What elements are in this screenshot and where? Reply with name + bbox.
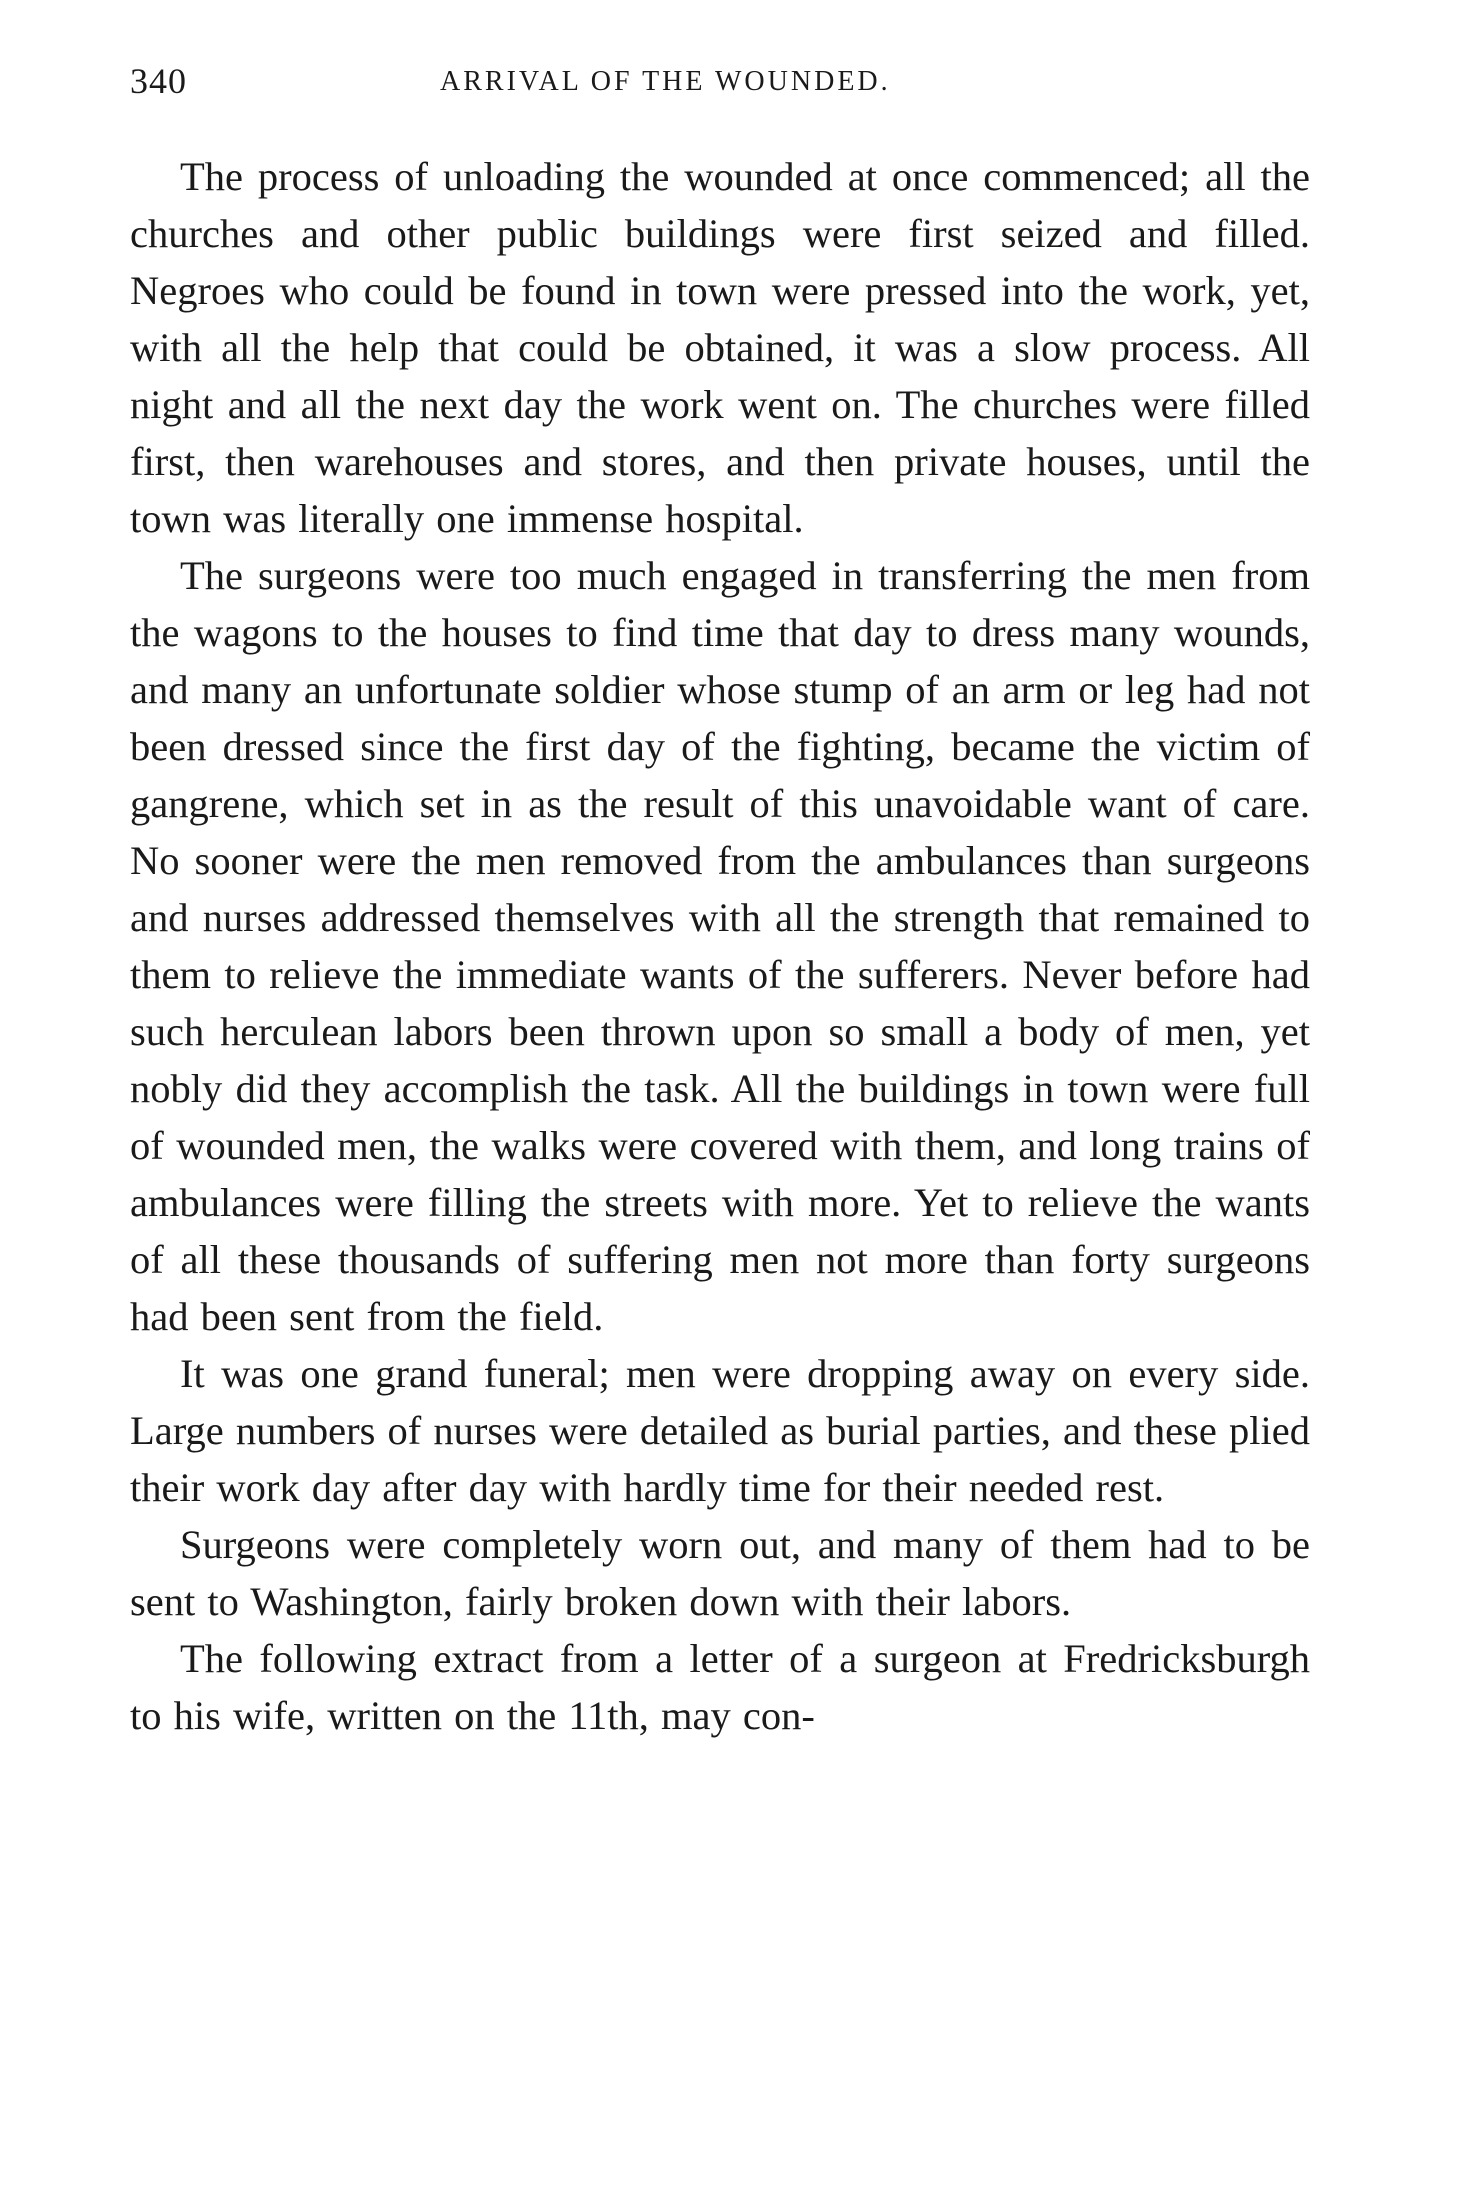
chapter-running-title: ARRIVAL OF THE WOUNDED. <box>440 66 891 97</box>
paragraph-grand-funeral: It was one grand funeral; men were dropping away on every side. Large numbers of nurses were detailed as burial parties, and these plied their work day after day with hardly time for their needed rest. <box>130 1351 1310 1510</box>
page-number: 340 <box>130 61 187 101</box>
paragraph-surgeons-worn-out: Surgeons were completely worn out, and many of them had to be sent to Washington, fairly broken down with their labors. <box>130 1522 1310 1624</box>
paragraph-surgeons-engaged: The surgeons were too much engaged in transferring the men from the wagons to the houses to find time that day to dress many wounds, and many an unfortunate soldier whose stump of an arm or leg had not been dressed since the first day of the fighting, became the victim of gangrene, which set in as the result of this unavoidable want of care. No sooner were the men removed from the ambulances than surgeons and nurses addressed themselves with all the strength that remained to them to relieve the immediate wants of the sufferers. Never before had such herculean labors been thrown upon so small a body of men, yet nobly did they accomplish the task. All the buildings in town were full of wounded men, the walks were covered with them, and long trains of ambulances were filling the streets with more. Yet to relieve the wants of all these thousands of suffering men not more than forty surgeons had been sent from the field. <box>130 553 1310 1339</box>
running-head <box>130 60 1309 110</box>
paragraph-letter-extract: The following extract from a letter of a surgeon at Fredricksburgh to his wife, written on the 11th, may con- <box>130 1636 1310 1738</box>
paragraph-unloading: The process of unloading the wounded at once commenced; all the churches and other public buildings were first seized and filled. Negroes who could be found in town were pressed into the work, yet, with all the help that could be obtained, it was a slow process. All night and all the next day the work went on. The churches were filled first, then warehouses and stores, and then private houses, until the town was literally one immense hospital. <box>130 154 1310 541</box>
body-text <box>130 148 1310 1744</box>
